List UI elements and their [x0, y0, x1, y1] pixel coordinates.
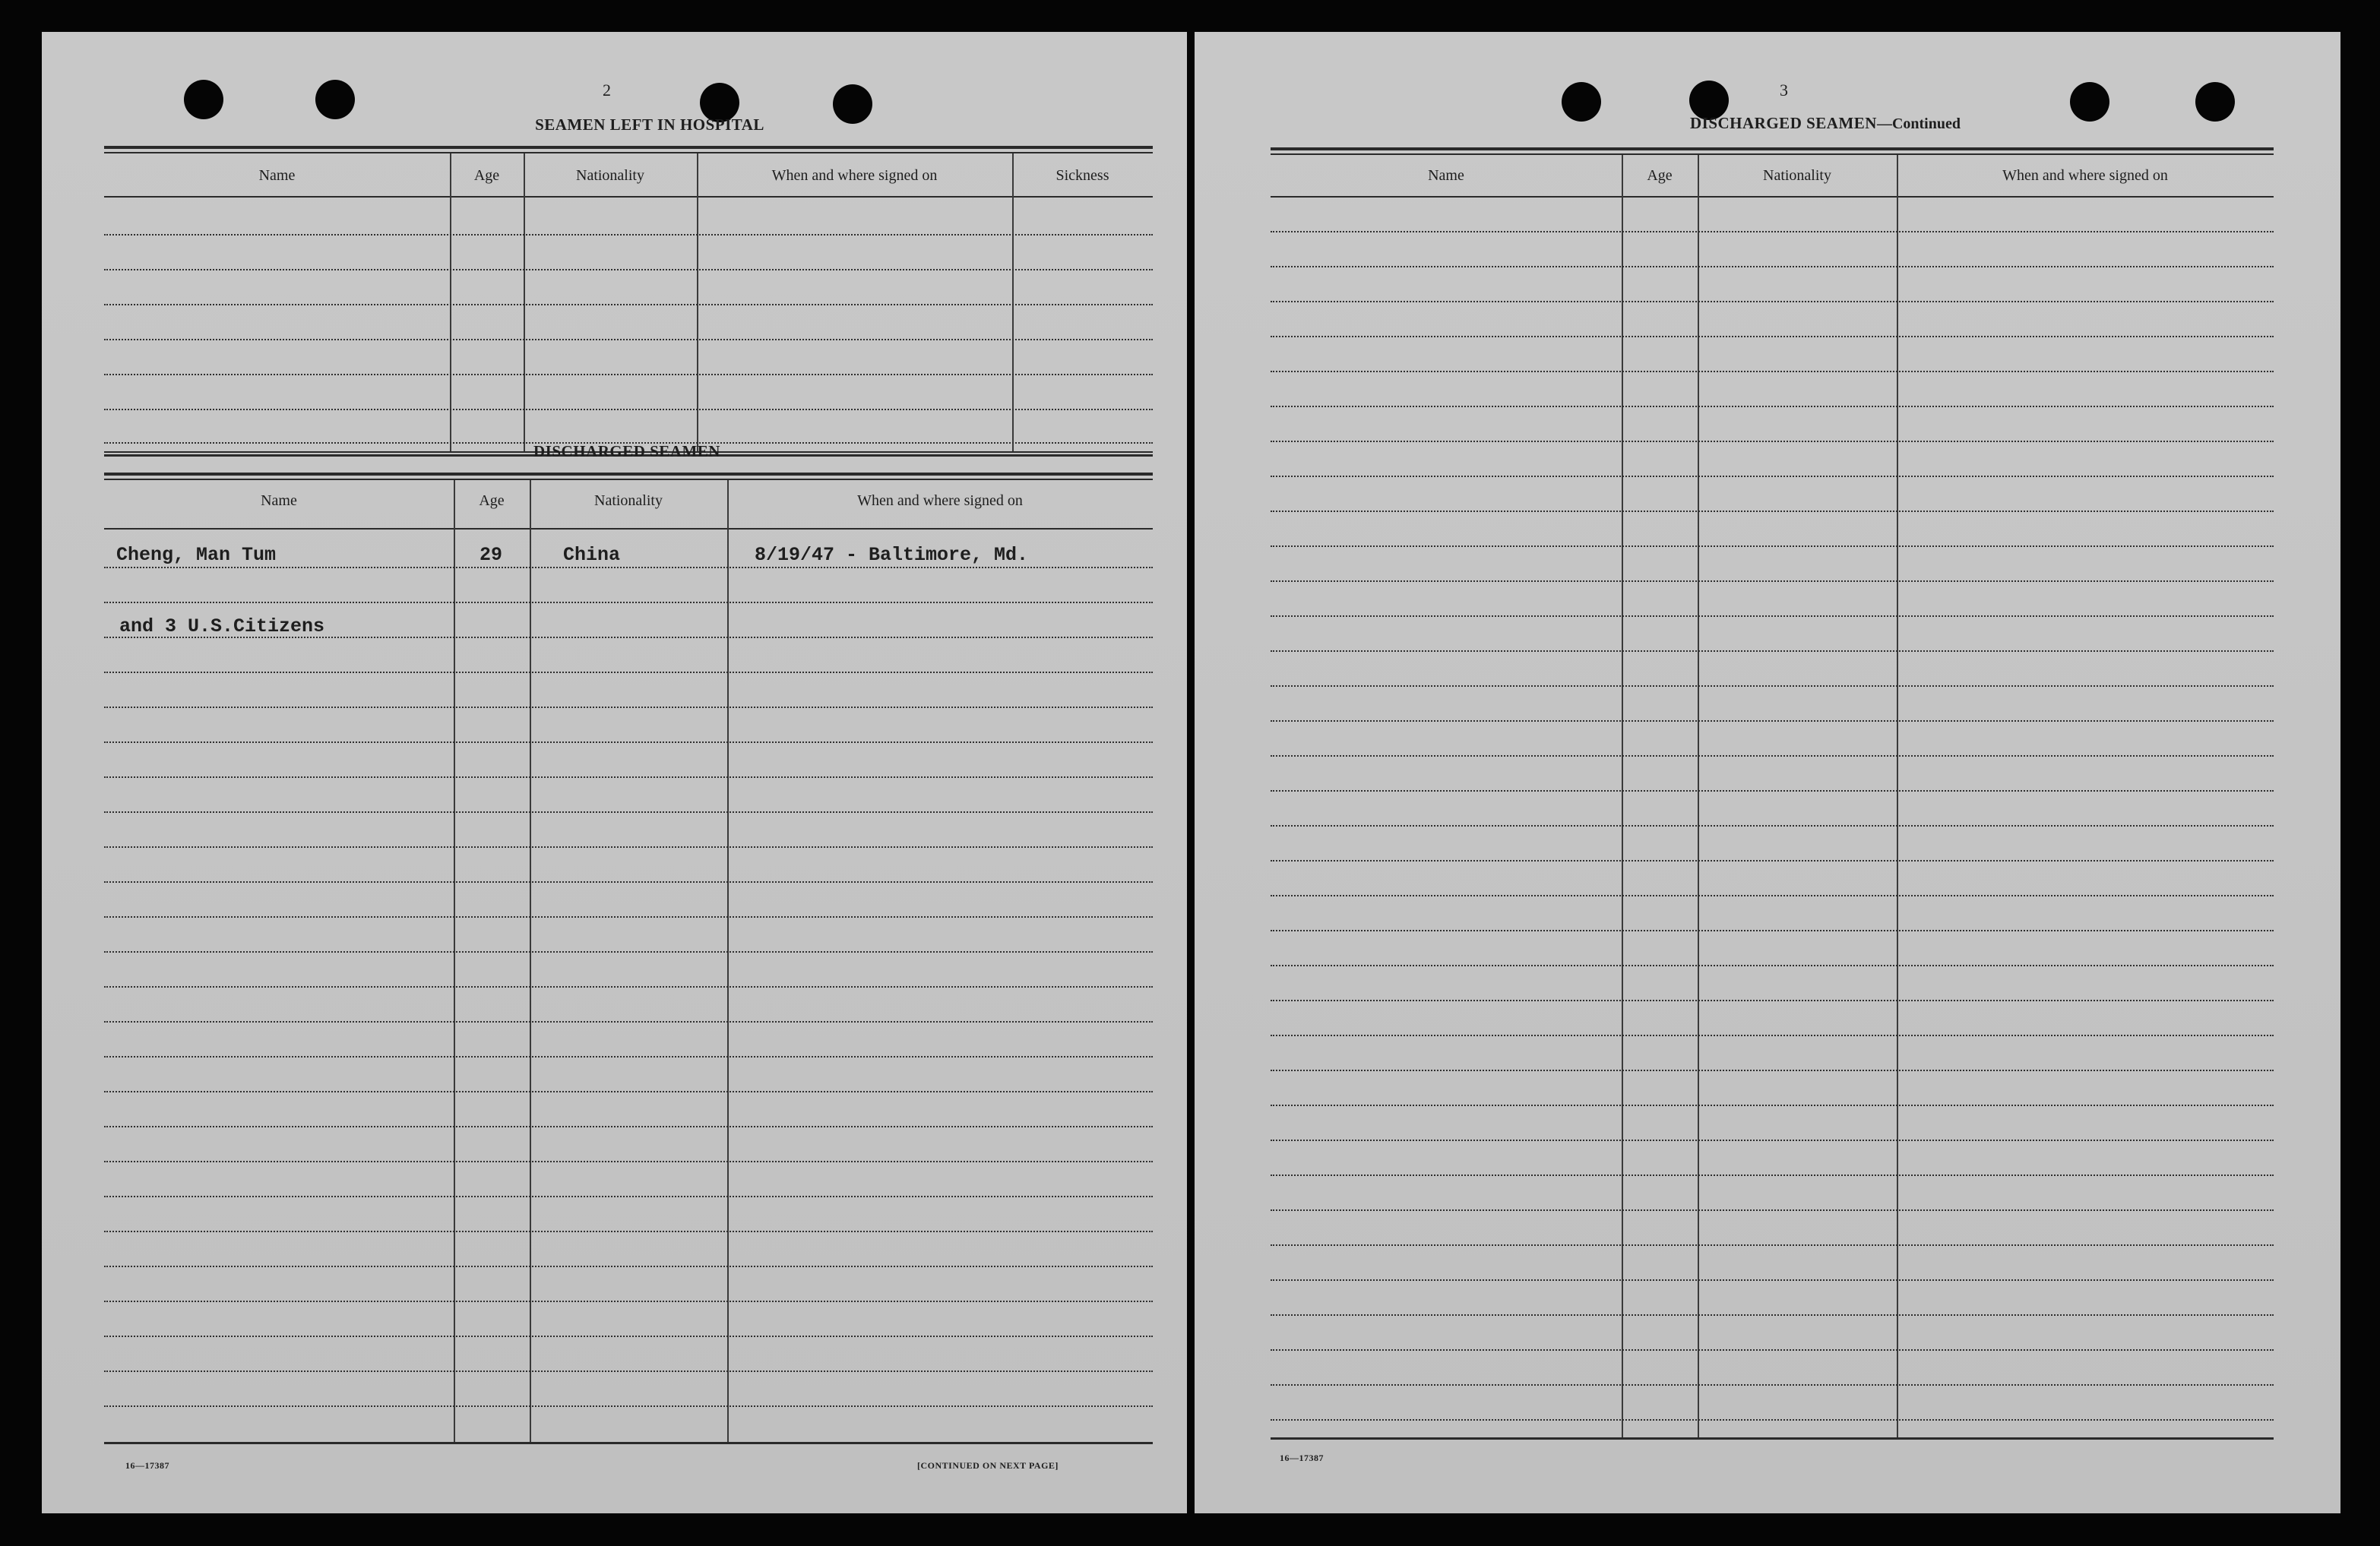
entry-row-line [1271, 1244, 2274, 1246]
entry-row-line [104, 1161, 1153, 1162]
col-header-age: Age [473, 167, 500, 184]
right-page [1195, 32, 2340, 1513]
col-header-name: Name [258, 167, 296, 184]
seaman-signed-on: 8/19/47 - Baltimore, Md. [755, 544, 1029, 566]
entry-row-line [104, 1021, 1153, 1023]
entry-row-line [104, 1266, 1153, 1267]
entry-row-line [1271, 1314, 2274, 1316]
entry-row-line [104, 1231, 1153, 1232]
entry-row-line [1271, 441, 2274, 442]
column-divider [454, 480, 455, 1443]
column-divider [524, 153, 525, 451]
entry-row-line [104, 707, 1153, 708]
discharged-continued-title [1559, 114, 2091, 133]
discharged-section-title: DISCHARGED SEAMEN [533, 442, 720, 460]
entry-row-line [104, 339, 1153, 340]
entry-row-line [1271, 685, 2274, 687]
entry-row-line [1271, 1070, 2274, 1071]
entry-row-line [1271, 790, 2274, 792]
entry-row-line [104, 304, 1153, 305]
entry-row-line [1271, 406, 2274, 407]
column-divider [1897, 155, 1898, 1439]
section-rule [104, 479, 1153, 480]
form-number: 16—17387 [125, 1460, 169, 1471]
entry-row-line [104, 741, 1153, 743]
entry-row-line [1271, 1035, 2274, 1036]
hospital-section-title: SEAMEN LEFT IN HOSPITAL [535, 115, 764, 134]
column-divider [530, 480, 531, 1443]
entry-row-line [104, 881, 1153, 883]
entry-row-line [104, 916, 1153, 918]
section-rule [104, 152, 1153, 153]
punch-hole [315, 80, 355, 119]
seaman-age: 29 [479, 544, 503, 566]
section-rule [104, 1442, 1153, 1444]
entry-row-line [1271, 1105, 2274, 1106]
section-rule [1271, 1437, 2274, 1440]
entry-row-line [1271, 1175, 2274, 1176]
col-header-nationality: Nationality [594, 492, 663, 509]
seaman-nationality: China [563, 544, 621, 566]
entry-row-line [1271, 545, 2274, 547]
entry-row-line [1271, 615, 2274, 617]
col-header-name: Name [1428, 167, 1464, 184]
section-rule [104, 146, 1153, 149]
entry-row-line [1271, 825, 2274, 827]
col-header-nationality: Nationality [1763, 167, 1831, 184]
column-divider [1698, 155, 1699, 1439]
col-header-signed-on: When and where signed on [2002, 167, 2168, 184]
entry-row-line [104, 776, 1153, 778]
column-divider [727, 480, 729, 1443]
entry-row-line [1271, 755, 2274, 757]
entry-row-line [1271, 336, 2274, 337]
entry-row-line [1271, 895, 2274, 896]
entry-row-line [104, 1091, 1153, 1092]
entry-row-line [1271, 580, 2274, 582]
page-number: 2 [603, 81, 611, 100]
header-rule [104, 528, 1153, 530]
entry-row-line [104, 986, 1153, 988]
seaman-name: and 3 U.S.Citizens [119, 615, 325, 637]
entry-row-line [1271, 1384, 2274, 1386]
col-header-signed-on: When and where signed on [771, 167, 938, 184]
column-divider [1622, 155, 1623, 1439]
punch-hole [2195, 82, 2235, 122]
entry-row-line [1271, 371, 2274, 372]
seaman-name: Cheng, Man Tum [116, 544, 277, 566]
entry-row-line [1271, 650, 2274, 652]
entry-row-line [104, 602, 1153, 603]
column-divider [450, 153, 451, 451]
entry-row-line [1271, 511, 2274, 512]
entry-row-line [1271, 720, 2274, 722]
entry-row-line [104, 1371, 1153, 1372]
entry-row-line [1271, 476, 2274, 477]
entry-row-line [104, 1056, 1153, 1058]
column-divider [1012, 153, 1014, 451]
entry-row-line [1271, 1349, 2274, 1351]
entry-row-line [104, 672, 1153, 673]
entry-row-line [1271, 1279, 2274, 1281]
entry-row-line [1271, 231, 2274, 232]
discharged-title-main: DISCHARGED SEAMEN [1690, 114, 1877, 132]
entry-row-line [104, 1196, 1153, 1197]
entry-row-line [1271, 965, 2274, 966]
column-divider [697, 153, 698, 451]
section-rule [104, 473, 1153, 476]
entry-row-line [1271, 930, 2274, 931]
col-header-signed-on: When and where signed on [857, 492, 1023, 509]
entry-row-line [104, 374, 1153, 375]
col-header-name: Name [261, 492, 297, 509]
entry-row-line [104, 409, 1153, 410]
entry-row-line [1271, 1209, 2274, 1211]
section-rule [1271, 153, 2274, 155]
entry-row-line [104, 1336, 1153, 1337]
section-rule [1271, 147, 2274, 150]
entry-row-line [1271, 1140, 2274, 1141]
entry-row-line [104, 951, 1153, 953]
entry-row-line [104, 1405, 1153, 1407]
discharged-title-suffix: —Continued [1876, 115, 1961, 132]
entry-row-line [104, 811, 1153, 813]
col-header-age: Age [479, 492, 505, 509]
punch-hole [184, 80, 223, 119]
form-number: 16—17387 [1280, 1453, 1324, 1463]
entry-row-line [104, 846, 1153, 848]
entry-row-line [104, 1301, 1153, 1302]
entry-row-line [104, 269, 1153, 270]
entry-row-line [104, 234, 1153, 236]
entry-row-line [104, 567, 1153, 568]
col-header-nationality: Nationality [576, 167, 644, 184]
entry-row-line [1271, 301, 2274, 302]
left-page [42, 32, 1187, 1513]
continued-note: [CONTINUED ON NEXT PAGE] [917, 1460, 1059, 1471]
entry-row-line [104, 1126, 1153, 1127]
entry-row-line [1271, 1419, 2274, 1421]
entry-row-line [1271, 266, 2274, 267]
entry-row-line [1271, 1000, 2274, 1001]
header-rule [1271, 196, 2274, 198]
header-rule [104, 196, 1153, 198]
col-header-sickness: Sickness [1055, 167, 1109, 184]
entry-row-line [104, 637, 1153, 638]
entry-row-line [1271, 860, 2274, 862]
col-header-age: Age [1647, 167, 1673, 184]
page-number: 3 [1780, 81, 1788, 100]
